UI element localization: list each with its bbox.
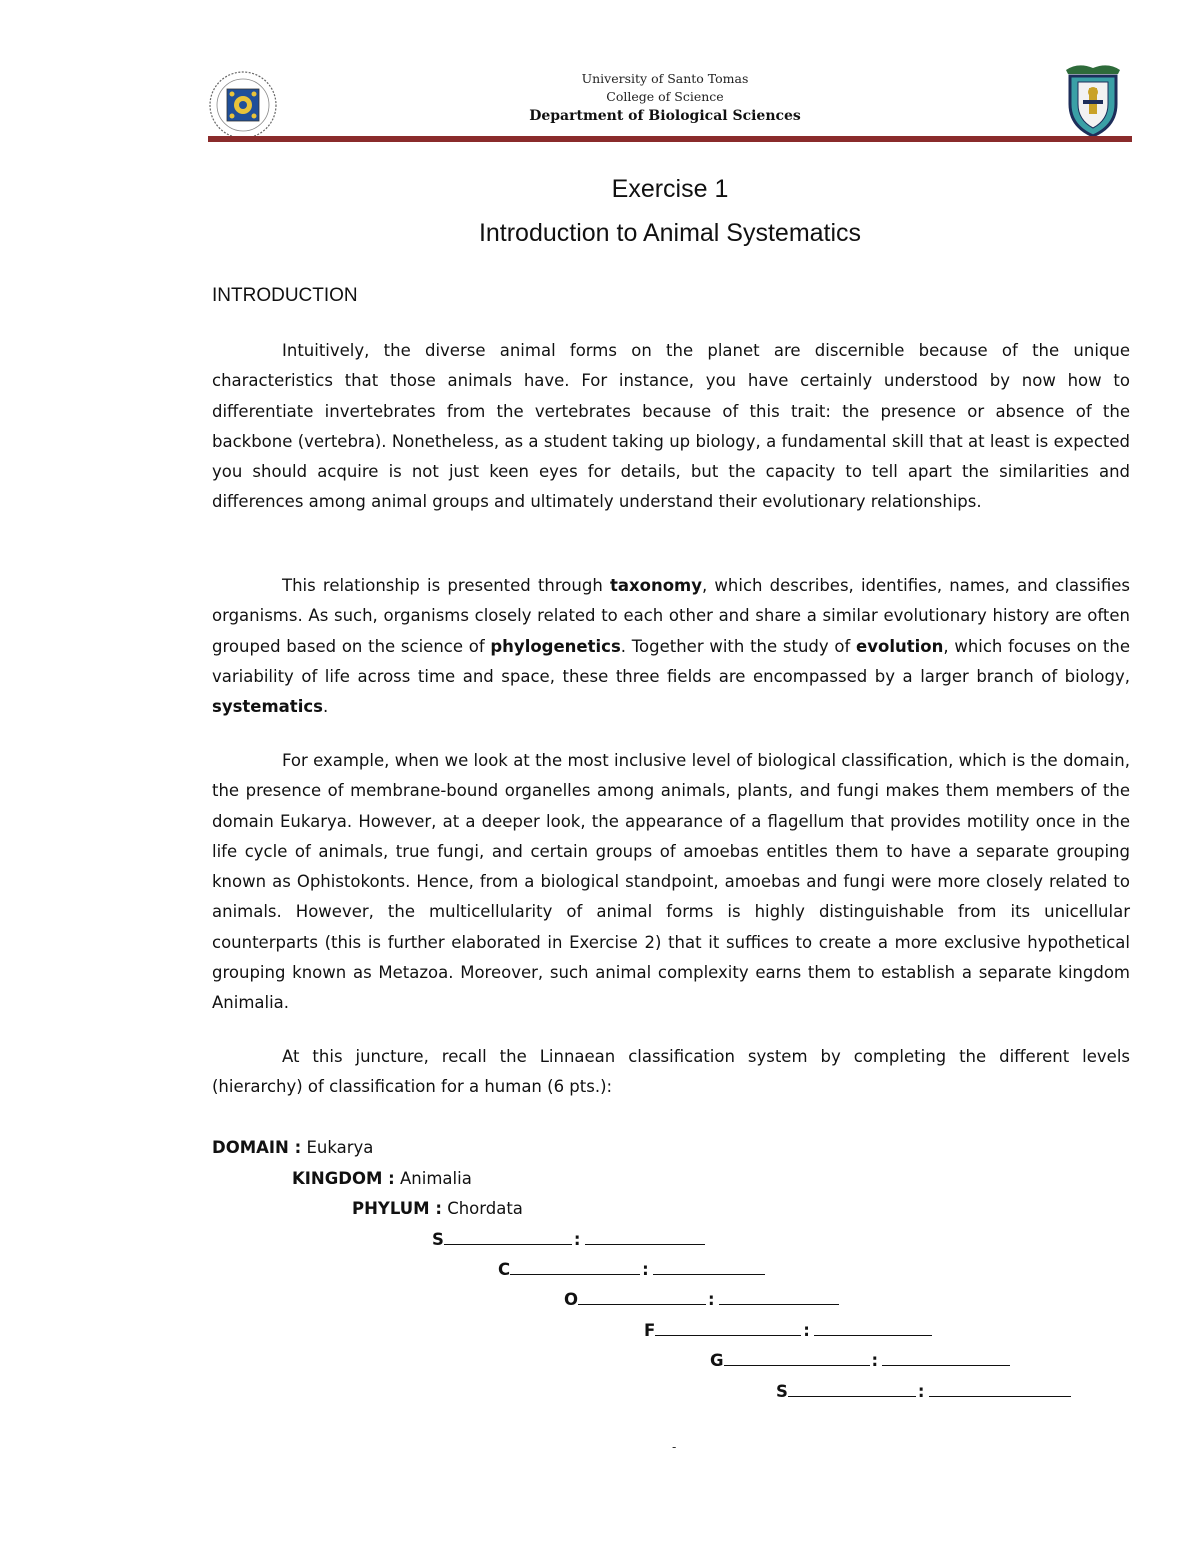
term-phylogenetics: phylogenetics (490, 636, 621, 656)
rank-colon: : (573, 1230, 581, 1249)
rank-colon: : (803, 1321, 810, 1340)
rank-value-blank[interactable] (929, 1380, 1071, 1397)
rank-name-blank[interactable] (655, 1319, 801, 1336)
college-crest-logo (1058, 60, 1128, 138)
rank-value: Eukarya (306, 1138, 374, 1157)
rank-value-blank[interactable] (653, 1258, 765, 1275)
rank-name-blank[interactable] (788, 1380, 916, 1397)
rank-value-blank[interactable] (882, 1349, 1010, 1366)
section-heading: INTRODUCTION (212, 285, 358, 306)
rank-value-blank[interactable] (814, 1319, 932, 1336)
rank-name-blank[interactable] (444, 1228, 572, 1245)
page-footer-mark: - (672, 1440, 677, 1454)
rank-order-blank (564, 1288, 839, 1312)
letterhead (420, 70, 910, 126)
exercise-title: Exercise 1 (611, 175, 729, 203)
paragraph-example: For example, when we look at the most inclusive level of biological classification, which is the domain, the presence of membrane-bound organelles among animals, plants, and fungi makes them members of the domain Eukarya. However, at a deeper look, the appearance of a flagellum that provides motility once in the life cycle of animals, true fungi, and certain groups of amoebas entitles them to have a separate grouping known as Ophistokonts. Hence, from a biological standpoint, amoebas and fungi were more closely related to animals. However, the multicellularity of animal forms is highly distinguishable from its unicellular counterparts (this is further elaborated in Exercise 2) that it suffices to create a more exclusive hypothetical grouping known as Metazoa. Moreover, such animal complexity earns them to establish a separate kingdom Animalia. (212, 751, 1130, 1013)
paragraph-taxonomy (212, 571, 1130, 722)
rank-subphylum-blank (432, 1228, 705, 1252)
rank-initial: G (710, 1351, 724, 1370)
rank-colon: : (871, 1351, 879, 1370)
rank-initial: S (432, 1230, 444, 1249)
rank-initial: C (498, 1260, 511, 1279)
rank-family-blank (644, 1319, 932, 1343)
rank-name-blank[interactable] (724, 1349, 870, 1366)
university-seal-logo (208, 70, 278, 140)
rank-class-blank (498, 1258, 765, 1282)
rank-domain (212, 1136, 373, 1160)
rank-initial: S (776, 1382, 788, 1401)
department-name: Department of Biological Sciences (529, 108, 801, 124)
rank-phylum (352, 1197, 523, 1221)
term-systematics: systematics (212, 697, 323, 717)
exercise-subtitle: Introduction to Animal Systematics (478, 219, 862, 247)
university-name: University of Santo Tomas (581, 71, 749, 86)
rank-name-blank[interactable] (578, 1288, 706, 1305)
rank-genus-blank (710, 1349, 1010, 1373)
rank-colon: : (642, 1260, 649, 1279)
college-name: College of Science (606, 89, 724, 104)
rank-label: PHYLUM : (352, 1199, 442, 1218)
rank-colon: : (917, 1382, 925, 1401)
text-segment: . Together with the study of (620, 636, 857, 656)
rank-initial: F (644, 1321, 656, 1340)
text-segment: . (322, 697, 329, 717)
rank-species-blank (776, 1380, 1071, 1404)
rank-colon: : (708, 1290, 715, 1309)
text-segment: , which describes, identifies, names, and classifies organisms. As such, organisms closely related to each other and share a similar evolutionary history are often grouped based on the science of (212, 576, 1130, 656)
rank-kingdom (292, 1167, 472, 1191)
rank-label: DOMAIN : (212, 1138, 302, 1157)
rank-initial: O (564, 1290, 579, 1309)
rank-name-blank[interactable] (510, 1258, 640, 1275)
rank-label: KINGDOM : (292, 1169, 395, 1188)
rank-value-blank[interactable] (585, 1228, 705, 1245)
header-divider (208, 136, 1132, 142)
rank-value-blank[interactable] (719, 1288, 839, 1305)
paragraph-instruction: At this juncture, recall the Linnaean classification system by completing the different levels (hierarchy) of classification for a human (6 pts.): (212, 1047, 1130, 1097)
text-segment: This relationship is presented through (282, 576, 610, 595)
term-taxonomy: taxonomy (609, 576, 702, 595)
rank-value: Chordata (447, 1199, 523, 1218)
paragraph-intro: Intuitively, the diverse animal forms on the planet are discernible because of the unique characteristics that those animals have. For instance, you have certainly understood by now how to differentiate invertebrates from the vertebrates because of this trait: the presence or absence of the backbone (vertebra). Nonetheless, as a student taking up biology, a fundamental skill that at least is expected you should acquire is not just keen eyes for details, but the capacity to tell apart the similarities and differences among animal groups and ultimately understand their evolutionary relationships. (212, 341, 1130, 512)
term-evolution: evolution (856, 636, 944, 656)
rank-value: Animalia (400, 1169, 472, 1188)
text-segment: , which focuses on the variability of life across time and space, these three fields are encompassed by a larger branch of biology, (212, 636, 1130, 686)
